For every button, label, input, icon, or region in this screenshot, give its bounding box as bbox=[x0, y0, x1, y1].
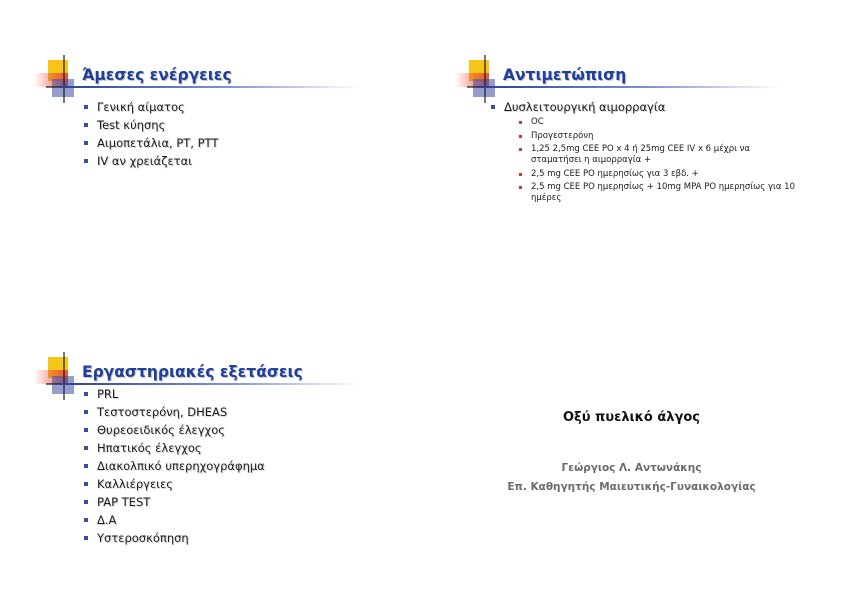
list-item-label: Δυσλειτουργική αιμορραγία bbox=[504, 100, 666, 114]
list-item: IV αν χρειάζεται bbox=[84, 152, 218, 170]
list-item: Θυρεοειδικός έλεγχος bbox=[84, 421, 265, 439]
slide-title: Αντιμετώπιση bbox=[503, 66, 627, 84]
sub-list-item: 2,5 mg CEE PO ημερησίως + 10mg MPA PO ημερησίως για 10 ημέρες bbox=[518, 182, 803, 204]
list-item: Test κύησης bbox=[84, 116, 218, 134]
list-item: Τεστοστερόνη, DHEAS bbox=[84, 403, 265, 421]
sub-list-item: OC bbox=[518, 117, 803, 128]
list-item: Υστεροσκόπηση bbox=[84, 529, 265, 547]
sub-list-item: 1,25 2,5mg CEE PO x 4 ή 25mg CEE IV x 6 μέχρι να σταματήσει η αιμορραγία + bbox=[518, 144, 803, 166]
list-item: Γενική αίματος bbox=[84, 98, 218, 116]
list-item: PRL bbox=[84, 385, 265, 403]
title-underline bbox=[60, 86, 360, 88]
cover-position: Επ. Καθηγητής Μαιευτικής-Γυναικολογίας bbox=[507, 481, 756, 493]
list-item: PAP TEST bbox=[84, 493, 265, 511]
slide-cover bbox=[421, 0, 842, 595]
list-item: Διακολπικό υπερηχογράφημα bbox=[84, 457, 265, 475]
sub-list-item: 2,5 mg CEE PO ημερησίως για 3 εβδ. + bbox=[518, 169, 803, 180]
sub-list-item: Προγεστερόνη bbox=[518, 131, 803, 142]
slide-acute-actions bbox=[0, 0, 421, 297]
list-item: Αιμοπετάλια, PT, PTT bbox=[84, 134, 218, 152]
slide-lab-tests bbox=[0, 297, 421, 594]
bullet-list bbox=[84, 385, 265, 547]
list-item: Καλλιέργειες bbox=[84, 475, 265, 493]
slide-title: Εργαστηριακές εξετάσεις bbox=[82, 363, 303, 381]
cover-author: Γεώργιος Λ. Αντωνάκης bbox=[561, 462, 702, 474]
list-item: Ηπατικός έλεγχος bbox=[84, 439, 265, 457]
list-item: Δ.Α bbox=[84, 511, 265, 529]
bullet-list bbox=[84, 98, 218, 170]
slide-title: Άμεσες ενέργειες bbox=[82, 66, 232, 84]
cover-title: Οξύ πυελικό άλγος bbox=[563, 410, 700, 425]
